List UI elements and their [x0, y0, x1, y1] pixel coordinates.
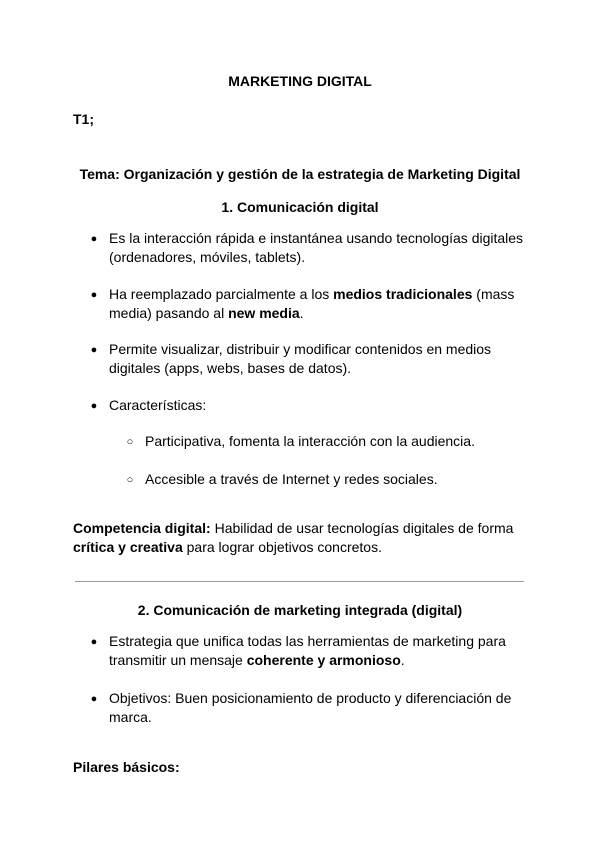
text-run: para lograr objetivos concretos.: [182, 539, 382, 555]
bold-text: medios tradicionales: [333, 286, 473, 302]
section-2-heading: 2. Comunicación de marketing integrada (digital): [137, 602, 463, 618]
bullet-icon: ●: [90, 636, 98, 648]
sub-bullet-icon: ○: [126, 436, 134, 448]
horizontal-divider: [75, 581, 524, 582]
bullet-icon: ●: [90, 233, 98, 245]
topic-heading: Tema: Organización y gestión de la estrategia de Marketing Digital: [79, 166, 521, 182]
sub-list-item: Participativa, fomenta la interacción con la audiencia.: [145, 433, 475, 449]
bold-text: Competencia digital:: [73, 520, 211, 536]
list-item-line: Objetivos: Buen posicionamiento de producto y diferenciación de: [109, 690, 512, 706]
list-item-line: (ordenadores, móviles, tablets).: [109, 249, 306, 265]
bold-text: crítica y creativa: [73, 539, 183, 555]
list-item-line: [109, 285, 539, 304]
list-item-line: [109, 651, 539, 670]
list-item-line: [109, 304, 539, 323]
list-item-line: Permite visualizar, distribuir y modificar contenidos en medios: [109, 341, 492, 357]
paragraph-line: [73, 519, 533, 538]
list-item-line: digitales (apps, webs, bases de datos).: [109, 360, 352, 376]
bullet-icon: ●: [90, 400, 98, 412]
list-item-line: Es la interacción rápida e instantánea usando tecnologías digitales: [109, 230, 524, 246]
list-item: [109, 632, 539, 670]
text-run: media) pasando al: [109, 305, 229, 321]
bullet-icon: ●: [90, 693, 98, 705]
unit-label: T1;: [73, 111, 94, 127]
text-run: Ha reemplazado parcialmente a los: [109, 286, 334, 302]
section-1-heading: 1. Comunicación digital: [221, 199, 379, 215]
text-run: Habilidad de usar tecnologías digitales de forma: [210, 520, 514, 536]
paragraph-line: [73, 538, 533, 557]
text-run: transmitir un mensaje: [109, 652, 247, 668]
list-item: [109, 229, 539, 267]
text-run: (mass: [472, 286, 515, 302]
sub-bullet-icon: ○: [126, 474, 134, 486]
document-title: MARKETING DIGITAL: [228, 73, 372, 89]
sub-list-item: Accesible a través de Internet y redes sociales.: [145, 471, 438, 487]
list-item: [109, 340, 539, 378]
bold-text: new media: [228, 305, 300, 321]
list-item-line: Estrategia que unifica todas las herramientas de marketing para: [109, 633, 506, 649]
bold-text: coherente y armonioso: [246, 652, 401, 668]
list-item-line: marca.: [109, 709, 152, 725]
list-item: [109, 285, 539, 323]
pilares-heading: Pilares básicos:: [73, 759, 180, 775]
bullet-icon: ●: [90, 344, 98, 356]
text-run: .: [299, 305, 304, 321]
text-run: .: [400, 652, 405, 668]
list-item: Características:: [109, 397, 207, 413]
list-item: [109, 689, 539, 727]
competencia-paragraph: [73, 519, 533, 557]
bullet-icon: ●: [90, 289, 98, 301]
